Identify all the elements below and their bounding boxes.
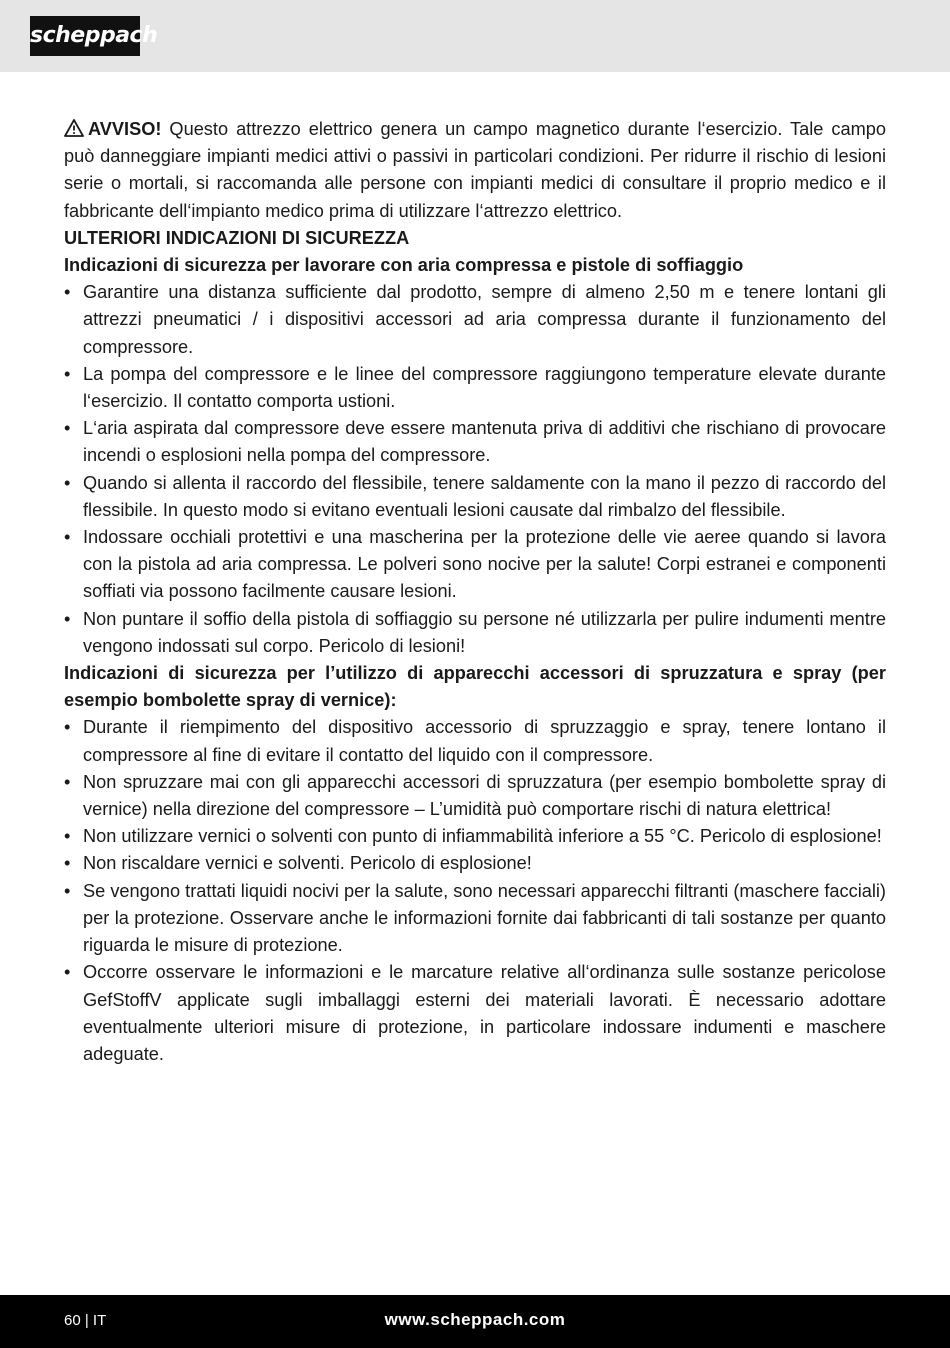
list-item: • Occorre osservare le informazioni e le marcature relative all‘ordinanza sulle sostanze pericolose GefStoffV applicate sugli imballaggi esterni dei materiali lavorati. È necessario adottare eventualmente ulteriori misure di protezione, in particolare indossare indumenti e maschere adeguate. xyxy=(64,959,886,1068)
compressed-air-heading: Indicazioni di sicurezza per lavorare con aria compressa e pistole di soffiaggio xyxy=(64,255,744,276)
page-number: 60 | IT xyxy=(64,1312,107,1329)
list-item: • Non spruzzare mai con gli apparecchi accessori di spruzzatura (per esempio bombolette spray di vernice) nella direzione del compressore – L’umidità può comportare rischi di natura elettrica! xyxy=(64,769,886,823)
page-header xyxy=(0,0,950,72)
scheppach-logo: scheppach xyxy=(30,16,140,56)
warning-text: Questo attrezzo elettrico genera un campo magnetico durante l‘esercizio. Tale campo può danneggiare impianti medici attivi o passivi in particolari condizioni. Per ridurre il rischio di lesioni serie o mortali, si raccomanda alle persone con impianti medici di consultare il proprio medico e il fabbricante dell‘impianto medico prima di utilizzare l‘attrezzo elettrico. xyxy=(64,119,886,221)
list-item: • La pompa del compressore e le linee del compressore raggiungono temperature elevate durante l‘esercizio. Il contatto comporta ustioni. xyxy=(64,361,886,415)
list-item: • Se vengono trattati liquidi nocivi per la salute, sono necessari apparecchi filtranti (maschere facciali) per la protezione. Osservare anche le informazioni fornite dai fabbricanti di tali sostanze per quanto riguarda le misure di protezione. xyxy=(64,878,886,960)
warning-paragraph xyxy=(64,116,886,225)
list-item: • Quando si allenta il raccordo del flessibile, tenere saldamente con la mano il pezzo di raccordo del flessibile. In questo modo si evitano eventuali lesioni causate dal rimbalzo del flessibile. xyxy=(64,470,886,524)
list-item: • Non puntare il soffio della pistola di soffiaggio su persone né utilizzarla per pulire indumenti mentre vengono indossati sul corpo. Pericolo di lesioni! xyxy=(64,606,886,660)
list-item: • Durante il riempimento del dispositivo accessorio di spruzzaggio e spray, tenere lontano il compressore al fine di evitare il contatto del liquido con il compressore. xyxy=(64,714,886,768)
section-title: ULTERIORI INDICAZIONI DI SICUREZZA xyxy=(64,227,410,248)
list-item: • Non utilizzare vernici o solventi con punto di infiammabilità inferiore a 55 °C. Pericolo di esplosione! xyxy=(64,823,886,850)
spray-list xyxy=(64,714,886,1068)
page-footer xyxy=(0,1295,950,1348)
warning-triangle-icon xyxy=(64,118,84,138)
list-item: • L‘aria aspirata dal compressore deve essere mantenuta priva di additivi che rischiano di provocare incendi o esplosioni nella pompa del compressore. xyxy=(64,415,886,469)
list-item: • Garantire una distanza sufficiente dal prodotto, sempre di almeno 2,50 m e tenere lontani gli attrezzi pneumatici / i dispositivi accessori ad aria compressa durante il funzionamento del compressore. xyxy=(64,279,886,361)
warning-label: AVVISO! xyxy=(88,119,162,139)
compressed-air-list xyxy=(64,279,886,660)
spray-heading: Indicazioni di sicurezza per l’utilizzo di apparecchi accessori di spruzzatura e spray (per esempio bombolette spray di vernice): xyxy=(64,663,886,711)
list-item: • Non riscaldare vernici e solventi. Pericolo di esplosione! xyxy=(64,850,886,877)
main-content xyxy=(64,116,886,1068)
list-item: • Indossare occhiali protettivi e una mascherina per la protezione delle vie aeree quando si lavora con la pistola ad aria compressa. Le polveri sono nocive per la salute! Corpi estranei e componenti soffiati via possono facilmente causare lesioni. xyxy=(64,524,886,606)
footer-website-link[interactable]: www.scheppach.com xyxy=(384,1310,566,1329)
